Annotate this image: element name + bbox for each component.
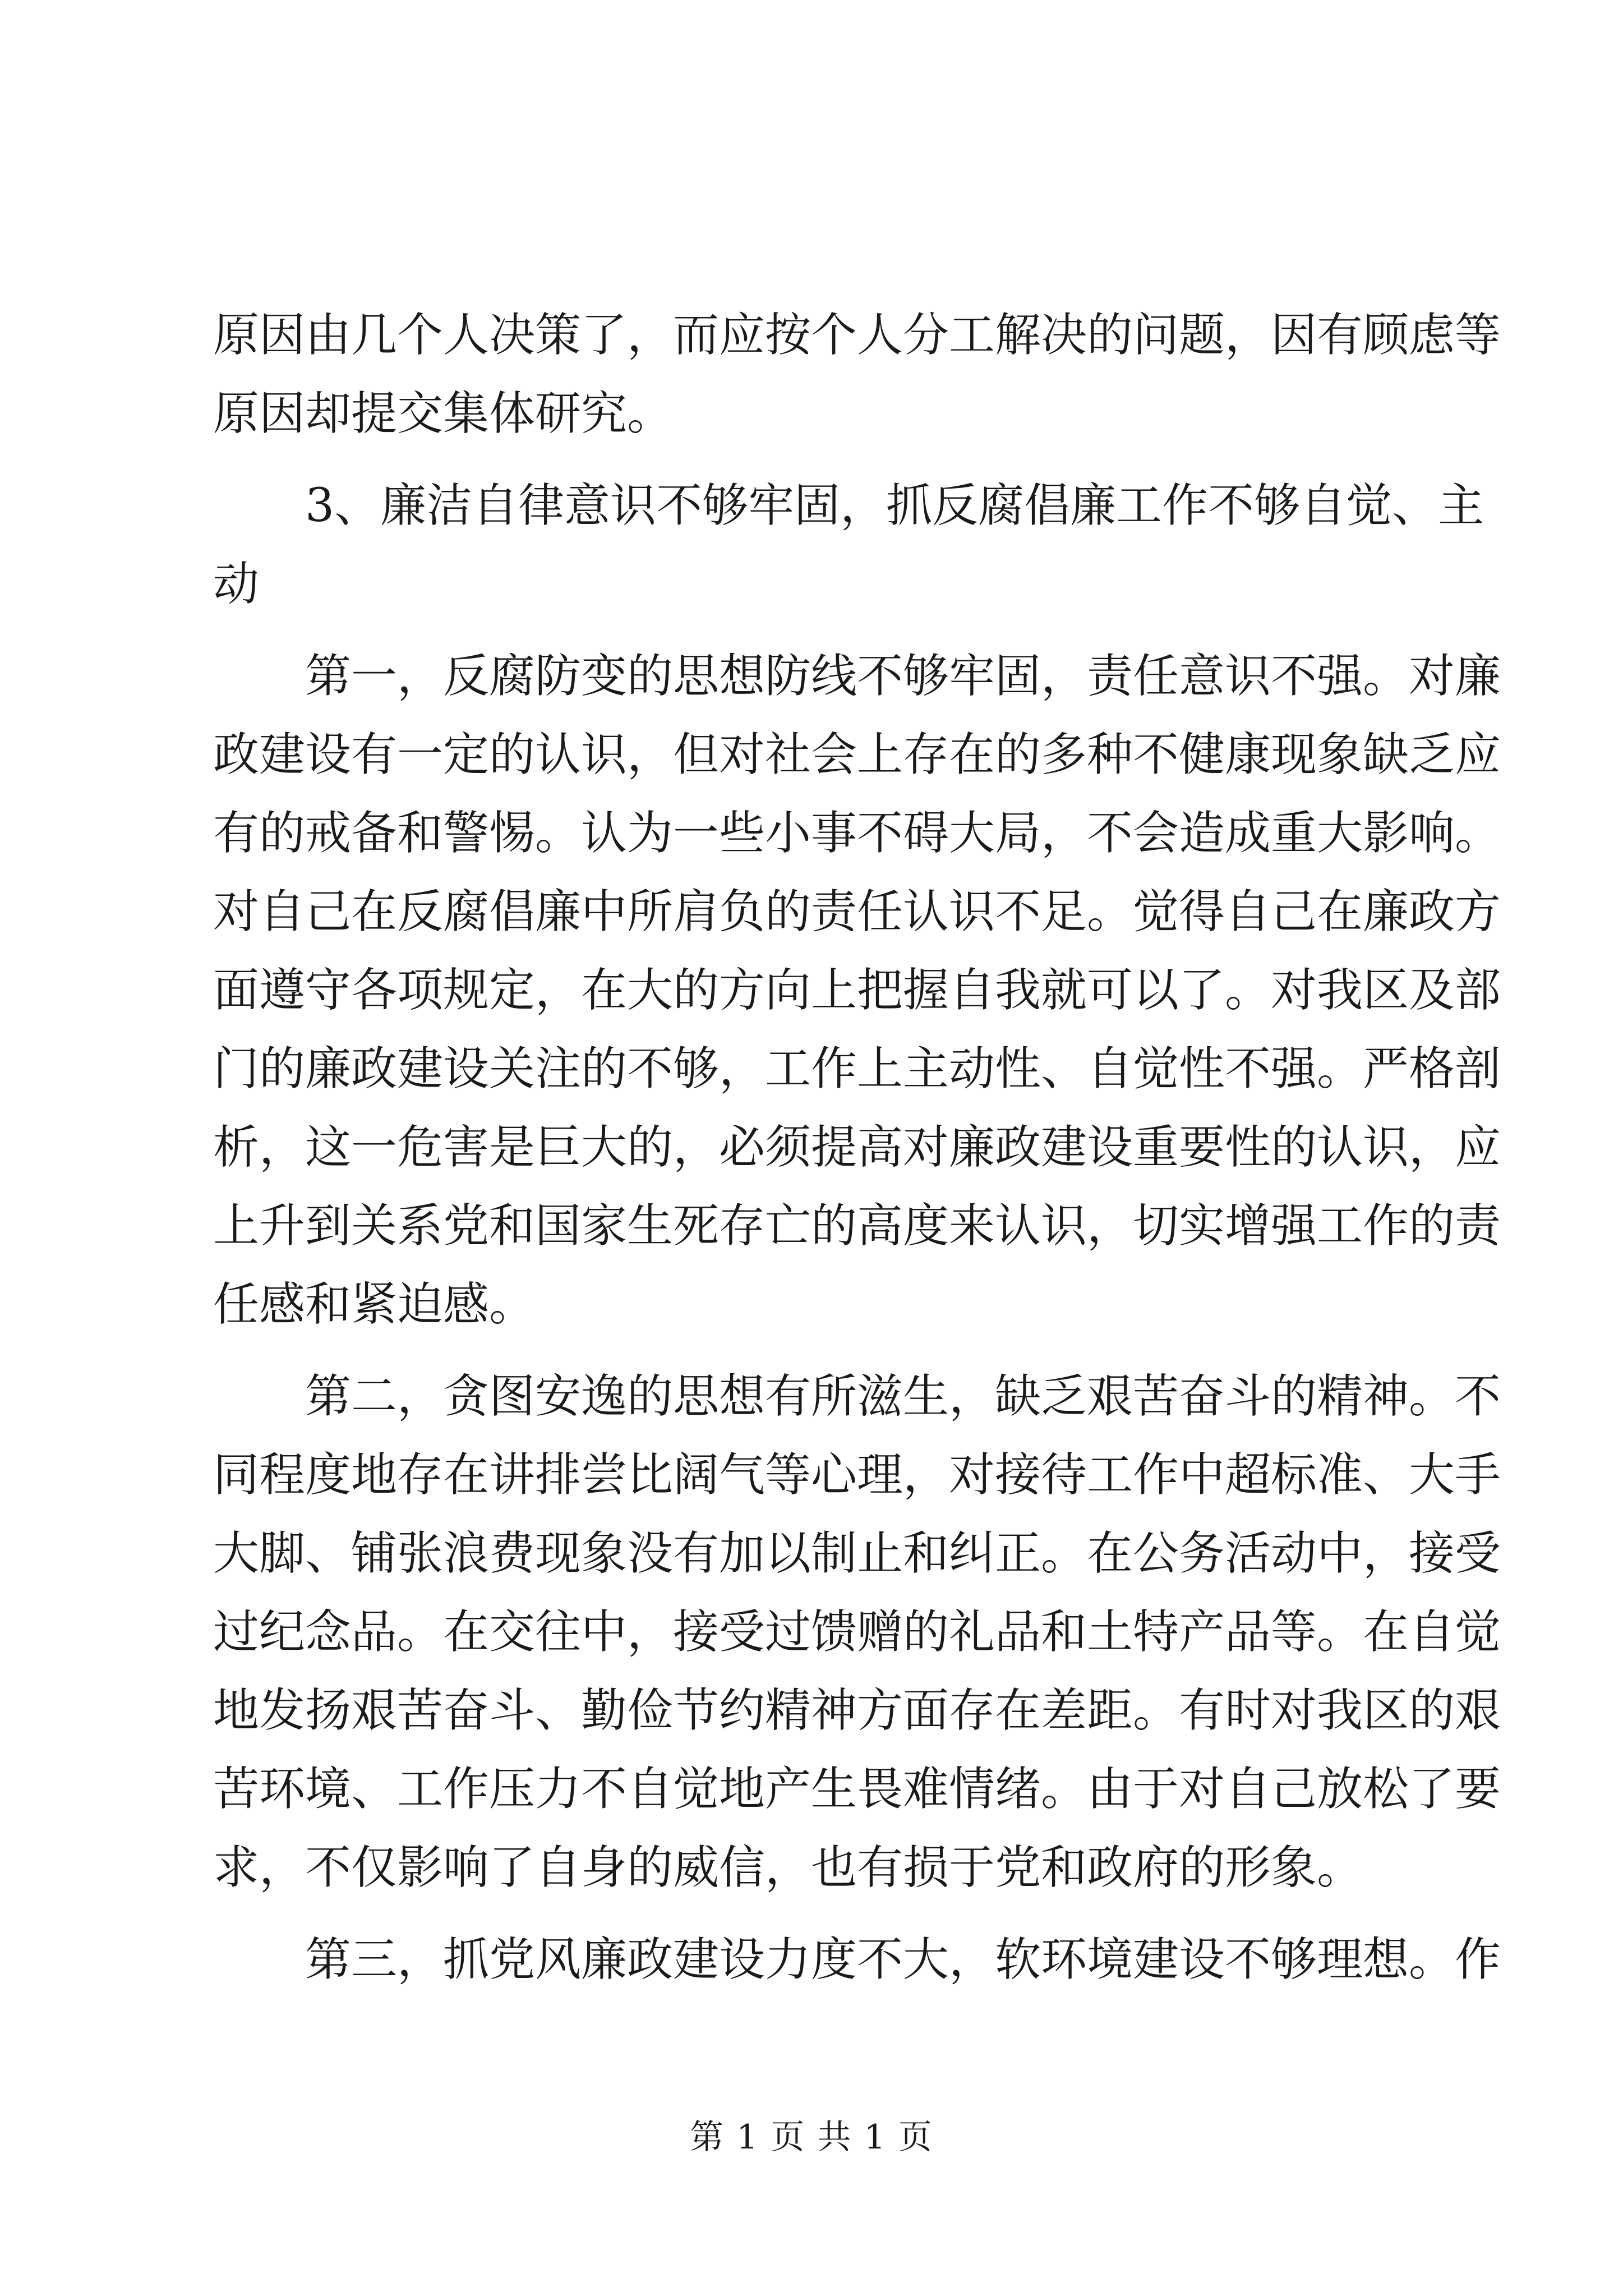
text-line: 析，这一危害是巨大的，必须提高对廉政建设重要性的认识，应 bbox=[213, 1121, 1501, 1174]
text-line: 原因由几个人决策了，而应按个人分工解决的问题，因有顾虑等 bbox=[213, 309, 1501, 362]
text-line: 上升到关系党和国家生死存亡的高度来认识，切实增强工作的责 bbox=[213, 1199, 1501, 1253]
text-line: 大脚、铺张浪费现象没有加以制止和纠正。在公务活动中，接受 bbox=[213, 1527, 1501, 1580]
paragraph-first-line: 第一，反腐防变的思想防线不够牢固，责任意识不强。对廉 bbox=[305, 650, 1501, 703]
section-heading-line: 动 bbox=[213, 558, 260, 611]
section-heading-line: 3、廉洁自律意识不够牢固，抓反腐倡廉工作不够自觉、主 bbox=[305, 479, 1484, 532]
text-line: 任感和紧迫感。 bbox=[213, 1278, 536, 1331]
page-number-footer: 第 1 页 共 1 页 bbox=[690, 2118, 933, 2157]
text-line: 原因却提交集体研究。 bbox=[213, 387, 674, 440]
text-line: 对自己在反腐倡廉中所肩负的责任认识不足。觉得自己在廉政方 bbox=[213, 885, 1501, 938]
paragraph-first-line: 第二，贪图安逸的思想有所滋生，缺乏艰苦奋斗的精神。不 bbox=[305, 1370, 1501, 1423]
text-line: 面遵守各项规定，在大的方向上把握自我就可以了。对我区及部 bbox=[213, 964, 1501, 1017]
text-line: 过纪念品。在交往中，接受过馈赠的礼品和土特产品等。在自觉 bbox=[213, 1605, 1501, 1659]
text-line: 地发扬艰苦奋斗、勤俭节约精神方面存在差距。有时对我区的艰 bbox=[213, 1684, 1501, 1737]
text-line: 同程度地存在讲排尝比阔气等心理，对接待工作中超标准、大手 bbox=[213, 1448, 1501, 1502]
text-line: 苦环境、工作压力不自觉地产生畏难情绪。由于对自己放松了要 bbox=[213, 1763, 1501, 1816]
text-line: 政建设有一定的认识，但对社会上存在的多种不健康现象缺乏应 bbox=[213, 728, 1501, 781]
document-body bbox=[213, 296, 1501, 1999]
text-line: 门的廉政建设关注的不够，工作上主动性、自觉性不强。严格剖 bbox=[213, 1042, 1501, 1096]
paragraph-first-line: 第三，抓党风廉政建设力度不大，软环境建设不够理想。作 bbox=[305, 1933, 1501, 1986]
text-line: 求，不仅影响了自身的威信，也有损于党和政府的形象。 bbox=[213, 1841, 1363, 1894]
text-line: 有的戒备和警惕。认为一些小事不碍大局，不会造成重大影响。 bbox=[213, 807, 1501, 860]
